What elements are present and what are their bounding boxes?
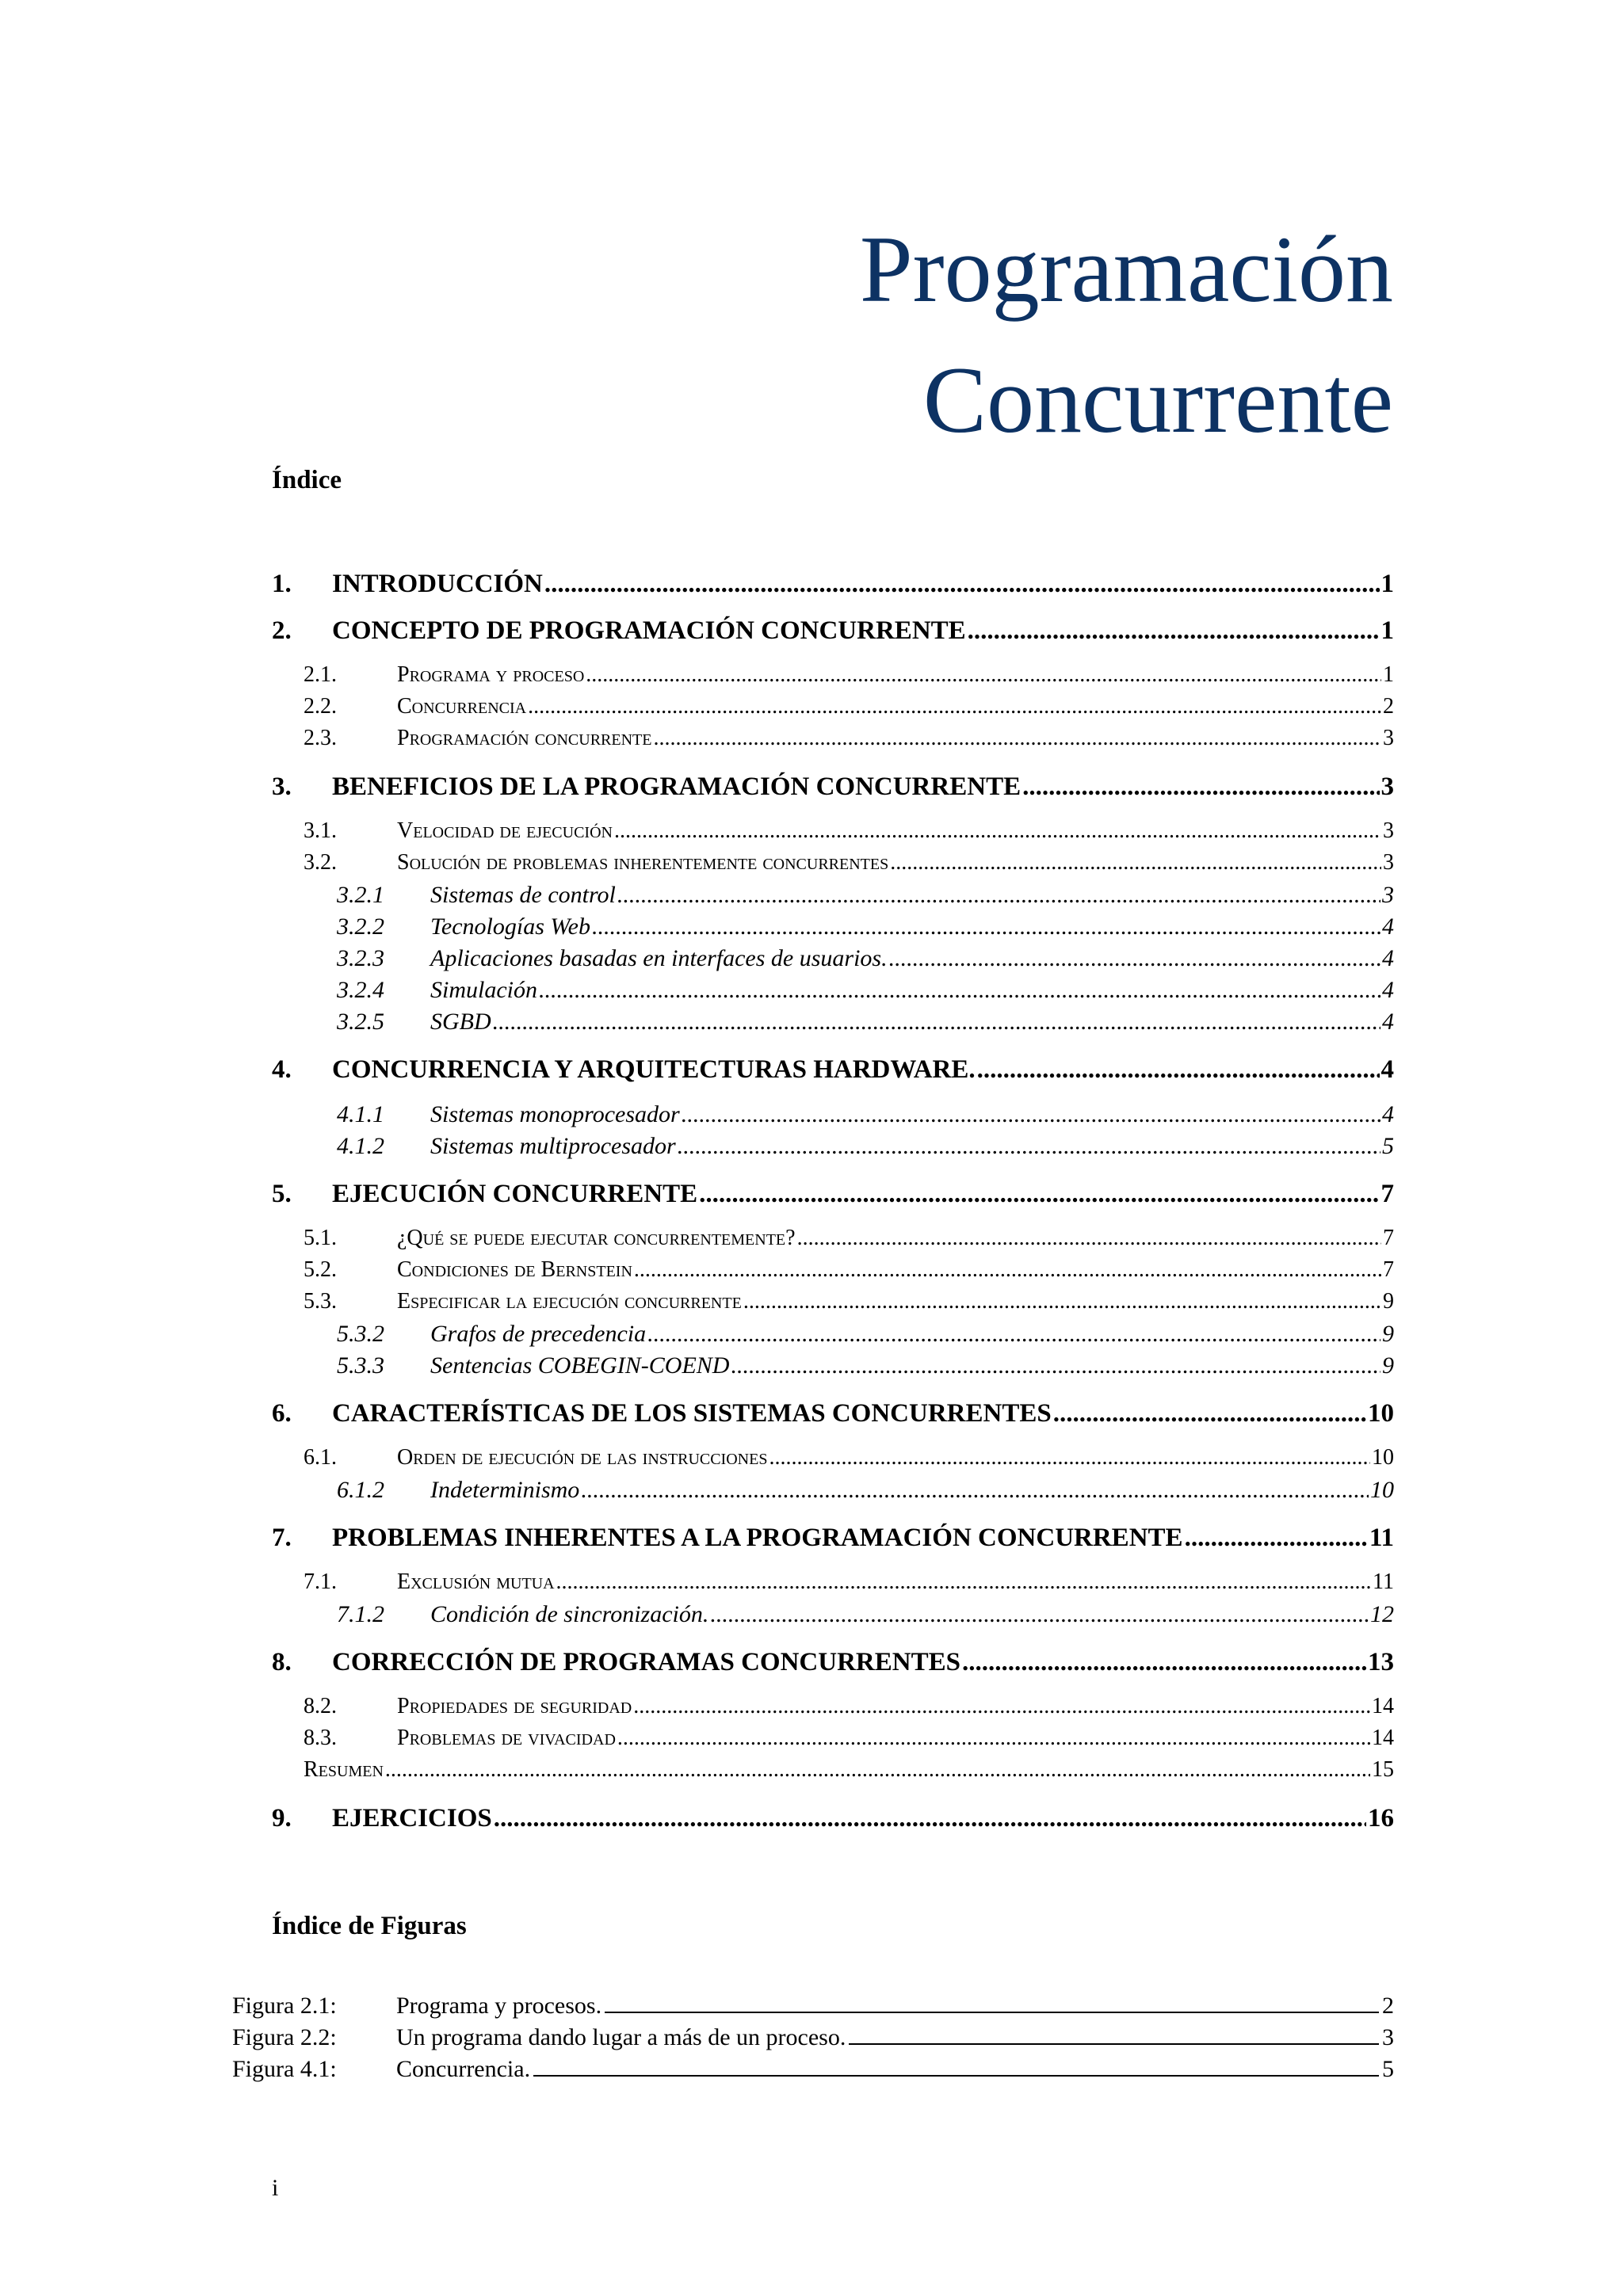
toc-entry-number: 9. [272,1804,292,1833]
toc-entry-title: Problemas de vivacidad [397,1726,616,1750]
toc-entry[interactable] [272,1648,1394,1680]
toc-entry-title: CORRECCIÓN DE PROGRAMAS CONCURRENTES [332,1648,960,1676]
toc-entry-number: 3.2.2 [337,913,384,940]
toc-entry[interactable] [272,570,1394,601]
toc-entry[interactable] [272,1757,1394,1789]
dot-leader [731,1352,1381,1379]
toc-entry[interactable] [272,1180,1394,1211]
page-number: i [272,2175,279,2201]
toc-entry-title: Tecnologías Web [430,913,590,940]
toc-entry[interactable] [272,818,1394,850]
title-line-1: Programación [859,216,1393,322]
dot-leader [528,694,1381,719]
toc-entry-title: Sistemas de control [430,882,616,908]
toc-entry-number: 2.1. [304,662,337,687]
dot-leader [889,945,1381,972]
toc-entry-title: Sentencias COBEGIN-COEND [430,1352,730,1379]
dot-leader [581,1477,1369,1504]
dot-leader [556,1569,1371,1595]
toc-entry-page: 14 [1372,1694,1394,1718]
figure-page: 5 [1382,2056,1394,2082]
dot-leader [647,1321,1381,1348]
toc-entry-page: 7 [1383,1226,1394,1250]
toc-entry-number: 1. [272,570,292,598]
toc-entry-page: 4 [1382,913,1394,940]
toc-entry[interactable] [272,882,1394,913]
toc-entry-page: 9 [1382,1321,1394,1347]
dot-leader [592,913,1381,940]
figure-entry[interactable] [232,1991,1394,2023]
toc-entry-title: CONCEPTO DE PROGRAMACIÓN CONCURRENTE [332,616,966,645]
toc-entry-page: 4 [1382,1009,1394,1035]
toc-entry-page: 10 [1372,1445,1394,1470]
toc-entry-number: 6. [272,1399,292,1428]
toc-entry-title: ¿Qué se puede ejecutar concurrentemente? [397,1226,796,1250]
toc-entry-page: 3 [1382,882,1394,908]
dot-leader [699,1180,1379,1209]
toc-entry-number: 3.2.1 [337,882,384,908]
toc-entry-title: Condición de sincronización. [430,1601,709,1627]
toc-entry-number: 6.1.2 [337,1477,384,1503]
toc-entry-page: 4 [1382,1101,1394,1127]
dot-leader [890,850,1381,875]
toc-entry[interactable] [272,1569,1394,1601]
toc-entry-number: 2.2. [304,694,337,719]
toc-entry-page: 4 [1382,977,1394,1003]
toc-entry-number: 8.2. [304,1694,337,1718]
toc-entry[interactable] [272,1009,1394,1040]
toc-entry-number: 6.1. [304,1445,337,1470]
toc-entry-title: PROBLEMAS INHERENTES A LA PROGRAMACIÓN CONCURRENTE [332,1524,1183,1552]
toc-entry-number: 5.1. [304,1226,337,1250]
toc-entry[interactable] [272,726,1394,757]
toc-entry-page: 2 [1383,694,1394,719]
toc-entry-title: BENEFICIOS DE LA PROGRAMACIÓN CONCURRENTE [332,772,1022,801]
toc-entry-number: 2.3. [304,726,337,750]
toc-entry[interactable] [272,1101,1394,1133]
dot-leader [634,1257,1381,1283]
toc-entry-page: 9 [1383,1289,1394,1314]
toc-entry-number: 5.3. [304,1289,337,1314]
toc-entry[interactable] [272,1524,1394,1555]
toc-entry-title: Especificar la ejecución concurrente [397,1289,742,1314]
toc-entry-number: 4.1.1 [337,1101,384,1127]
dot-leader [633,1694,1370,1719]
dot-leader [968,616,1380,646]
dot-leader [494,1804,1366,1833]
toc-entry-page: 1 [1381,616,1394,645]
dot-leader [385,1757,1370,1783]
toc-entry[interactable] [272,977,1394,1009]
toc-entry-number: 5.3.2 [337,1321,384,1347]
toc-entry-page: 11 [1373,1569,1394,1594]
toc-entry-page: 3 [1381,772,1394,801]
figure-entry[interactable] [232,2054,1394,2086]
toc-entry[interactable] [272,772,1394,804]
dot-leader [797,1226,1381,1251]
toc-entry[interactable] [272,1445,1394,1477]
figure-label: Figura 2.2: [232,2024,337,2050]
toc-entry-title: Resumen [304,1757,384,1782]
dot-leader [1022,772,1379,802]
toc-entry-page: 9 [1382,1352,1394,1379]
figures-heading: Índice de Figuras [272,1912,467,1940]
toc-entry-title: Aplicaciones basadas en interfaces de usuarios. [430,945,888,971]
figure-page: 2 [1382,1993,1394,2019]
toc-entry-page: 10 [1368,1399,1394,1428]
toc-entry-number: 2. [272,616,292,645]
toc-entry-page: 7 [1383,1257,1394,1282]
toc-entry-number: 3. [272,772,292,801]
toc-entry-title: Velocidad de ejecución [397,818,613,843]
toc-entry-page: 11 [1369,1524,1394,1552]
toc-entry-number: 7.1. [304,1569,337,1594]
toc-entry-page: 3 [1383,818,1394,843]
toc-entry[interactable] [272,1321,1394,1352]
dot-leader [962,1648,1366,1677]
toc-entry-number: 7. [272,1524,292,1552]
toc-entry-page: 16 [1368,1804,1394,1833]
figure-index [232,1991,1394,2086]
toc-entry[interactable] [272,850,1394,882]
figure-title: Un programa dando lugar a más de un proceso. [396,2024,846,2050]
toc-entry[interactable] [272,1804,1394,1836]
toc-entry-number: 5.2. [304,1257,337,1282]
toc-entry[interactable] [272,1477,1394,1508]
figure-title: Programa y procesos. [396,1993,602,2019]
dot-leader [1185,1524,1368,1553]
figure-entry[interactable] [232,2023,1394,2054]
figure-label: Figura 4.1: [232,2056,337,2082]
toc-entry-number: 3.1. [304,818,337,843]
toc-entry-page: 15 [1372,1757,1394,1782]
toc-entry-title: EJECUCIÓN CONCURRENTE [332,1180,698,1208]
toc-entry-title: CONCURRENCIA Y ARQUITECTURAS HARDWARE. [332,1055,976,1084]
toc-entry[interactable] [272,945,1394,977]
dot-leader [493,1009,1381,1035]
toc-entry-number: 5. [272,1180,292,1208]
toc-entry[interactable] [272,1055,1394,1087]
toc-entry-title: Indeterminismo [430,1477,580,1503]
toc-entry-title: Simulación [430,977,537,1003]
underline-leader [849,2023,1379,2045]
toc-entry[interactable] [272,1399,1394,1431]
toc-entry-number: 8. [272,1648,292,1676]
toc-entry-page: 10 [1370,1477,1394,1503]
toc-entry-number: 7.1.2 [337,1601,384,1627]
toc-entry-title: Orden de ejecución de las instrucciones [397,1445,768,1470]
toc-entry[interactable] [272,1352,1394,1384]
toc-entry-page: 1 [1383,662,1394,687]
toc-entry[interactable] [272,1726,1394,1757]
toc-entry-title: Grafos de precedencia [430,1321,647,1347]
toc-entry-title: Concurrencia [397,694,527,719]
title-line-2: Concurrente [922,347,1393,452]
toc-entry[interactable] [272,1601,1394,1633]
toc-entry-number: 3.2.5 [337,1009,384,1035]
toc-entry-title: Condiciones de Bernstein [397,1257,632,1282]
toc-entry-title: Propiedades de seguridad [397,1694,632,1718]
toc-entry[interactable] [272,1289,1394,1321]
toc-entry-number: 3.2.3 [337,945,384,971]
toc-entry-title: INTRODUCCIÓN [332,570,543,598]
toc-entry[interactable] [272,1257,1394,1289]
toc-entry-title: Exclusión mutua [397,1569,555,1594]
toc-entry-page: 3 [1383,850,1394,875]
toc-entry-title: EJERCICIOS [332,1804,492,1833]
dot-leader [617,882,1381,909]
toc-entry-title: Solución de problemas inherentemente concurrentes [397,850,889,875]
toc-entry-page: 4 [1381,1055,1394,1084]
figure-page: 3 [1382,2024,1394,2050]
toc-entry-title: Sistemas multiprocesador [430,1133,676,1159]
toc-entry-page: 3 [1383,726,1394,750]
toc-entry-number: 5.3.3 [337,1352,384,1379]
toc-entry-title: Programación concurrente [397,726,652,750]
dot-leader [769,1445,1370,1470]
toc-entry[interactable] [272,913,1394,945]
toc-entry-page: 14 [1372,1726,1394,1750]
toc-entry-page: 12 [1370,1601,1394,1627]
dot-leader [653,726,1381,751]
dot-leader [586,662,1381,688]
dot-leader [977,1055,1380,1085]
toc-entry[interactable] [272,1694,1394,1726]
toc-entry[interactable] [272,1226,1394,1257]
toc-entry-page: 4 [1382,945,1394,971]
toc-entry-page: 5 [1382,1133,1394,1159]
toc-entry-title: Sistemas monoprocesador [430,1101,680,1127]
dot-leader [682,1101,1381,1128]
underline-leader [605,1991,1379,2013]
toc-entry-number: 4.1.2 [337,1133,384,1159]
toc-entry-number: 3.2.4 [337,977,384,1003]
table-of-contents [272,555,1394,1836]
dot-leader [710,1601,1369,1628]
toc-entry-number: 4. [272,1055,292,1084]
toc-entry-number: 3.2. [304,850,337,875]
toc-entry-page: 13 [1368,1648,1394,1676]
toc-entry[interactable] [272,1133,1394,1165]
underline-leader [533,2054,1379,2077]
toc-entry-title: CARACTERÍSTICAS DE LOS SISTEMAS CONCURRENTES [332,1399,1052,1428]
toc-entry[interactable] [272,616,1394,648]
dot-leader [617,1726,1370,1751]
dot-leader [743,1289,1381,1314]
figure-label: Figura 2.1: [232,1993,337,2019]
dot-leader [1053,1399,1366,1428]
toc-entry[interactable] [272,694,1394,726]
toc-entry-page: 7 [1381,1180,1394,1208]
dot-leader [678,1133,1381,1160]
toc-entry-page: 1 [1381,570,1394,598]
dot-leader [544,570,1380,599]
toc-heading: Índice [272,466,342,494]
toc-entry[interactable] [272,662,1394,694]
dot-leader [614,818,1381,844]
figure-title: Concurrencia. [396,2056,531,2082]
toc-entry-title: Programa y proceso [397,662,585,687]
dot-leader [539,977,1381,1004]
toc-entry-title: SGBD [430,1009,491,1035]
toc-entry-number: 8.3. [304,1726,337,1750]
